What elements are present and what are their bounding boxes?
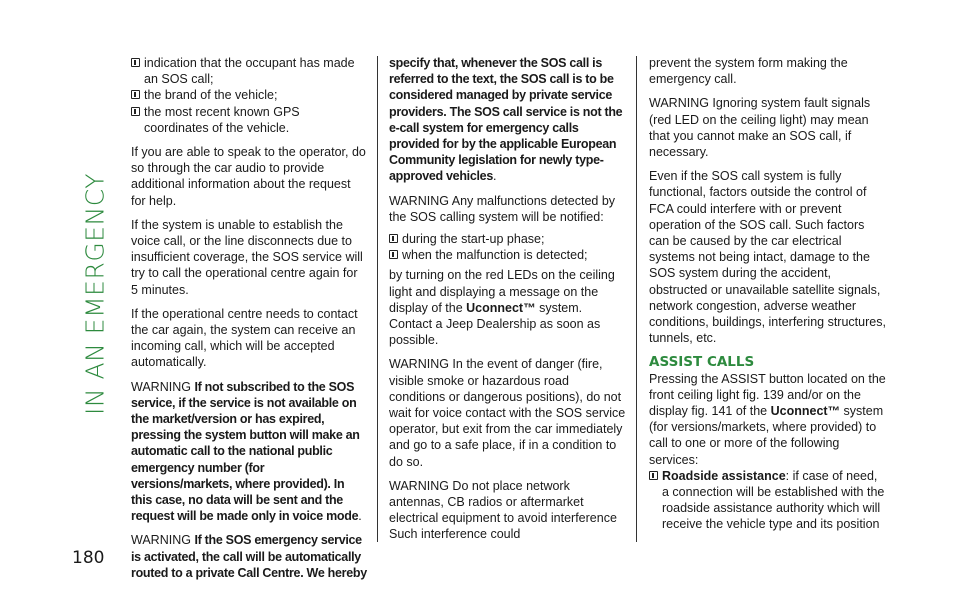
- column-divider: [377, 56, 378, 542]
- page-number: 180: [72, 548, 105, 568]
- list-item: Roadside assistance: if case of need, a connection will be established with the roadside assistance authority which will receive the vehicle type and its position: [649, 468, 887, 533]
- paragraph: Pressing the ASSIST button located on the front ceiling light fig. 139 and/or on the display fig. 141 of the Uconnect™ system (for versions/markets, where provided) to call to one or more of the following services:: [649, 371, 886, 467]
- warning-paragraph: WARNING Do not place network antennas, CB radios or aftermarket electrical equipment to avoid interference Such interference could: [389, 478, 617, 542]
- bullet-icon: [131, 90, 140, 99]
- warning-paragraph: WARNING Ignoring system fault signals (red LED on the ceiling light) may mean that you cannot make an SOS call, if necessary.: [649, 96, 871, 160]
- list-item: the brand of the vehicle;: [131, 87, 367, 103]
- warning-paragraph: WARNING In the event of danger (fire, visible smoke or hazardous road conditions or dangerous positions), do not wait for voice contact with the SOS service operator, but exit from the car immediately and go to a safe place, if in a condition to do so.: [389, 357, 626, 469]
- paragraph: If you are able to speak to the operator, do so through the car audio to provide additional information about the request for help.: [131, 145, 366, 208]
- section-title: IN AN EMERGENCY: [80, 173, 110, 415]
- bullet-icon: [131, 58, 140, 67]
- paragraph: prevent the system form making the emergency call.: [649, 56, 848, 87]
- bullet-icon: [131, 107, 140, 116]
- warning-paragraph: WARNING If not subscribed to the SOS service, if the service is not available on the market/version or has expired, pressing the system button will make an automatic call to the national public emergency number (for versions/markets, where provided). In this case, no data will be sent and the request will be made only in voice mode.: [131, 379, 362, 524]
- warning-label: WARNING: [131, 533, 191, 548]
- list-item: during the start-up phase;: [389, 231, 627, 247]
- section-title-vertical: [80, 34, 110, 554]
- column-divider: [636, 56, 637, 542]
- paragraph: by turning on the red LEDs on the ceiling light and displaying a message on the display of the Uconnect™ system. Contact a Jeep Dealership as soon as possible.: [389, 268, 615, 348]
- column-1: [131, 55, 367, 589]
- paragraph: If the operational centre needs to contact the car again, the system can receive an incoming call, which will be accepted automatically.: [131, 306, 358, 370]
- list-item: the most recent known GPS coordinates of the vehicle.: [131, 104, 367, 136]
- list-item: indication that the occupant has made an SOS call;: [131, 55, 367, 87]
- warning-text: If not subscribed to the SOS service, if the service is not available on the market/version or has expired, pressing the system button will make an automatic call to the national public emergency number (for versions/markets, where provided). In this case, no data will be sent and the request will be made only in voice mode: [131, 379, 360, 524]
- column-3: [649, 55, 887, 533]
- warning-label: WARNING: [131, 379, 191, 394]
- bullet-icon: [649, 471, 658, 480]
- warning-text: If the SOS emergency service is activated, the call will be automatically routed to a private Call Centre. We hereby: [131, 533, 367, 580]
- warning-paragraph: WARNING Any malfunctions detected by the SOS calling system will be notified:: [389, 193, 616, 224]
- bullet-icon: [389, 250, 398, 259]
- paragraph: Even if the SOS call system is fully functional, factors outside the control of FCA could interfere with or prevent operation of the SOS call. Such factors can be caused by the car electrical systems not being intact, damage to the SOS system during the accident, obstructed or unavailable satellite signals, network congestion, adverse weather conditions, buildings, interfering structures, tunnels, etc.: [649, 169, 886, 346]
- bullet-icon: [389, 234, 398, 243]
- paragraph: If the system is unable to establish the voice call, or the line disconnects due to insufficient coverage, the SOS service will try to call the operational centre again for 5 minutes.: [131, 217, 363, 297]
- section-heading: ASSIST CALLS: [649, 354, 755, 371]
- warning-paragraph: [131, 532, 367, 581]
- list-item: when the malfunction is detected;: [389, 247, 627, 263]
- column-2: [389, 55, 627, 551]
- warning-continuation: specify that, whenever the SOS call is referred to the text, the SOS call is to be considered managed by private service providers. The SOS call service is not the e-call system for emergency calls provided for by the applicable European Community legislation for newly type-approved vehicles.: [389, 56, 623, 184]
